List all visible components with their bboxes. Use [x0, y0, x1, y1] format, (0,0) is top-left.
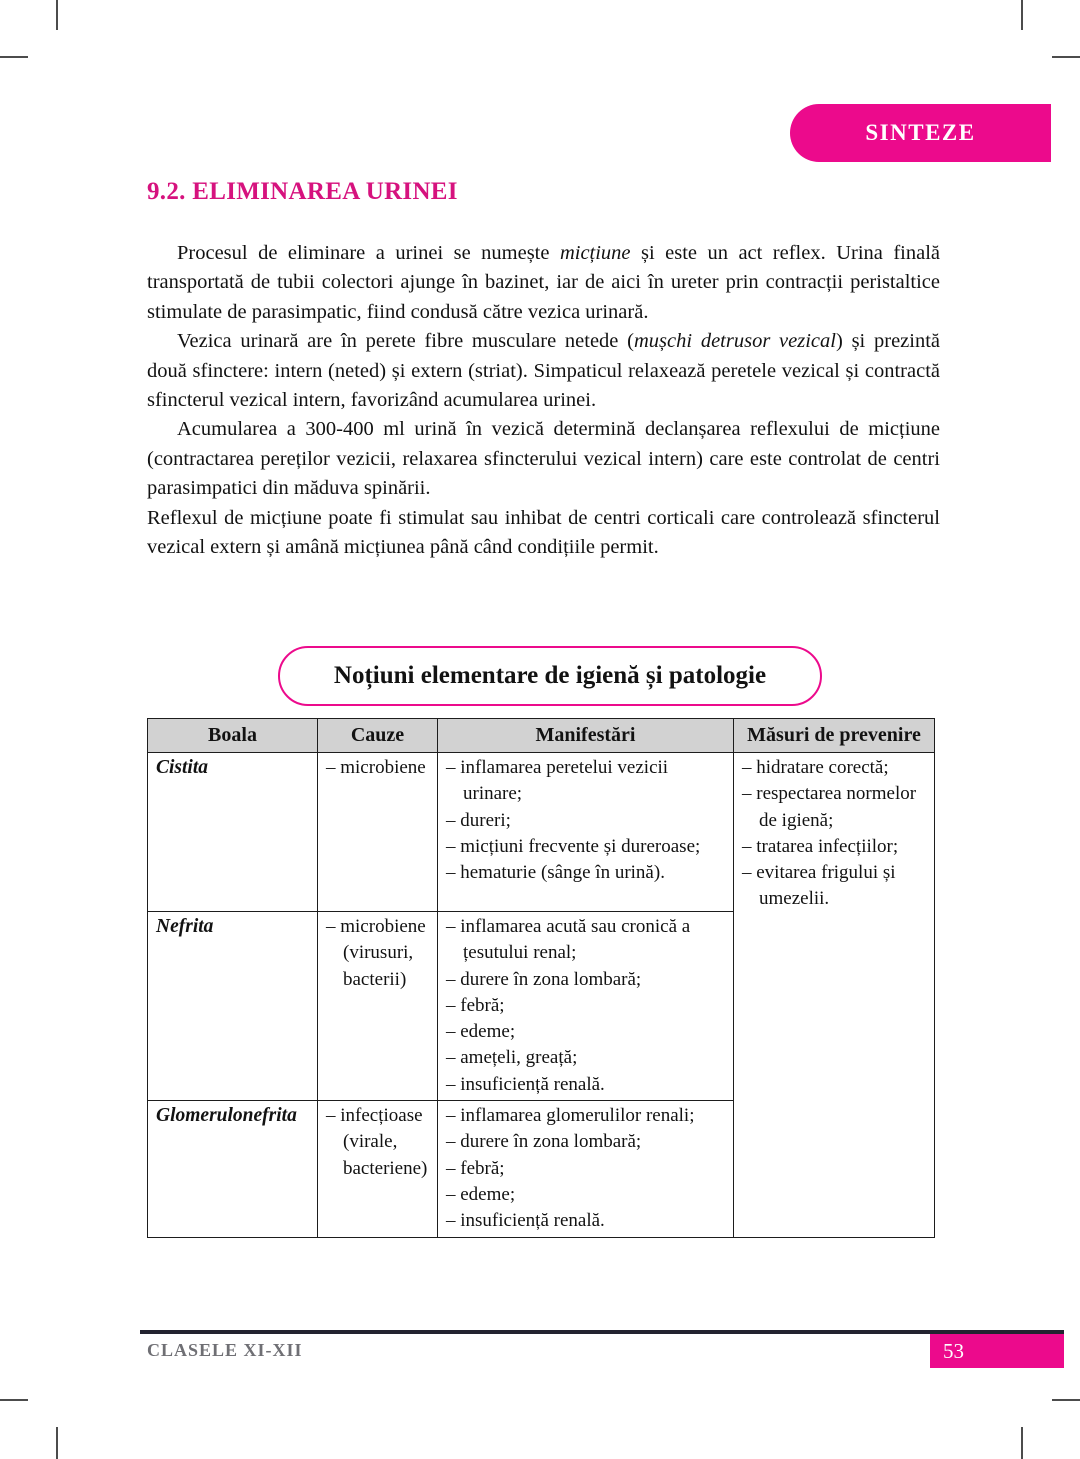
header-row — [148, 719, 935, 753]
banner-label: SINTEZE — [865, 120, 976, 145]
disease-table-body — [148, 753, 935, 1238]
list-item: – febră; — [446, 994, 505, 1016]
column-header: Cauze — [318, 719, 438, 753]
list-item: – insuficiență renală. — [446, 1210, 605, 1232]
manifestations-cell — [438, 1101, 734, 1237]
crop-mark-top-left-horizontal — [0, 56, 28, 58]
body-paragraph — [147, 504, 940, 563]
text-run: Procesul de eliminare a urinei se numește — [177, 242, 560, 264]
box-title-pill — [278, 646, 822, 706]
crop-mark-top-left-vertical — [56, 0, 58, 30]
list-item: – inflamarea peretelui vezicii urinare; — [446, 757, 669, 805]
list-item: – evitarea frigului și umezelii. — [742, 862, 896, 910]
list-item: – durere în zona lombară; — [446, 968, 642, 990]
column-header: Manifestări — [438, 719, 734, 753]
causes-cell — [318, 1101, 438, 1237]
text-run: Vezica urinară are în perete fibre musculare netede ( — [177, 330, 634, 353]
box-title: Noțiuni elementare de igienă și patologie — [333, 662, 767, 689]
list-item: – durere în zona lombară; — [446, 1131, 642, 1153]
list-item: – edeme; — [446, 1183, 516, 1205]
column-header: Boala — [148, 719, 318, 753]
section-heading: 9.2. ELIMINAREA URINEI — [147, 178, 458, 205]
list-item: – dureri; — [446, 809, 511, 831]
disease-table — [147, 718, 935, 1238]
text-run: și este un act reflex. Urina finală transportată de tubii colectori ajunge în bazinet, iar de aici în ureter prin contracții peristaltice stimulate de parasimpatic, fiind condusă către vezica urinară. — [147, 242, 940, 323]
column-header: Măsuri de prevenire — [734, 719, 935, 753]
list-item: – infecțioase (virale, bacteriene) — [326, 1105, 428, 1179]
footer-edition-label: CLASELE XI-XII — [147, 1340, 303, 1360]
crop-mark-top-right-vertical — [1021, 0, 1023, 30]
crop-mark-bottom-left-horizontal — [0, 1399, 28, 1401]
list-item: – microbiene (virusuri, bacterii) — [326, 916, 426, 990]
list-item: – hidratare corectă; — [742, 757, 889, 778]
text-run: Reflexul de micțiune poate fi stimulat sau inhibat de centri corticali care controlează sfincterul vezical extern și amână micțiunea până când condițiile permit. — [147, 506, 940, 559]
prevention-cell — [734, 753, 935, 1238]
list-item: – respectarea normelor de igienă; — [742, 783, 917, 831]
page-number: 53 — [943, 1338, 964, 1363]
text-run: ) și prezintă două sfinctere: intern (neted) și extern (striat). Simpaticul relaxează peretele vezical și contractă sfincterul vezical intern, favorizând acumularea urinei. — [147, 330, 941, 412]
body-paragraph — [147, 327, 940, 415]
list-item: – tratarea infecțiilor; — [742, 835, 899, 857]
manifestations-cell — [438, 912, 734, 1101]
manifestations-cell — [438, 753, 734, 912]
list-item: – edeme; — [446, 1021, 516, 1043]
table-row — [148, 753, 935, 912]
body-paragraph — [147, 239, 940, 327]
causes-cell — [318, 912, 438, 1101]
crop-mark-top-right-horizontal — [1052, 56, 1080, 58]
crop-mark-bottom-right-vertical — [1021, 1427, 1023, 1459]
disease-name-cell: Cistita — [148, 753, 318, 912]
italic-term: mușchi detrusor vezical — [634, 330, 836, 353]
list-item: – microbiene — [326, 757, 426, 778]
list-item: – amețeli, greață; — [446, 1047, 578, 1069]
crop-mark-bottom-right-horizontal — [1052, 1399, 1080, 1401]
disease-name-cell: Glomerulonefrita — [148, 1101, 318, 1237]
sinteze-banner-tab — [790, 104, 1051, 162]
page-number-badge — [930, 1330, 1064, 1368]
italic-term: micțiune — [559, 242, 631, 264]
list-item: – inflamarea acută sau cronică a țesutului renal; — [446, 916, 691, 964]
body-paragraph — [147, 415, 940, 503]
list-item: – febră; — [446, 1157, 505, 1179]
crop-mark-bottom-left-vertical — [56, 1427, 58, 1459]
list-item: – inflamarea glomerulilor renali; — [446, 1105, 695, 1127]
list-item: – hematurie (sânge în urină). — [446, 862, 665, 884]
footer-rule — [140, 1330, 1051, 1334]
paragraphs — [147, 239, 940, 562]
disease-table-head — [148, 719, 935, 753]
list-item: – micțiuni frecvente și dureroase; — [446, 835, 701, 857]
disease-name-cell: Nefrita — [148, 912, 318, 1101]
causes-cell — [318, 753, 438, 912]
text-run: Acumularea a 300-400 ml urină în vezică determină declanșarea reflexului de micțiune (contractarea pereților vezicii, relaxarea sfincterului vezical intern) care este controlat de centri parasimpatici din măduva spinării. — [147, 418, 940, 500]
list-item: – insuficiență renală. — [446, 1073, 605, 1095]
